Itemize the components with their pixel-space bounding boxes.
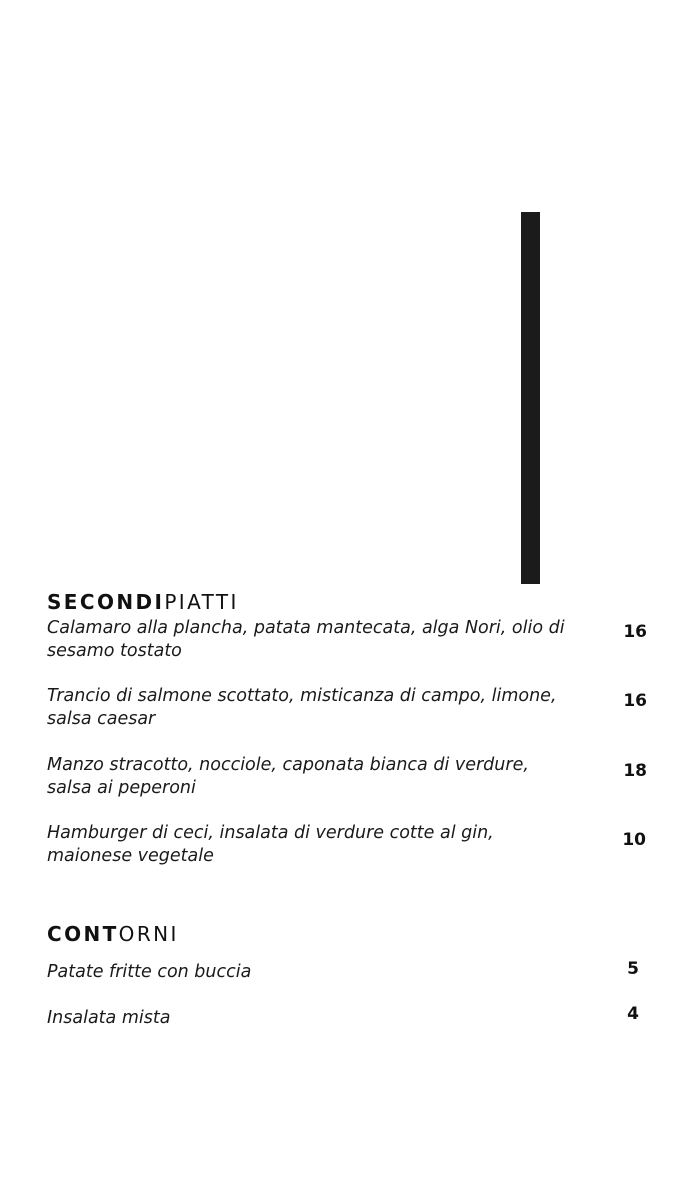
- menu-item-price: 16: [623, 691, 647, 711]
- menu-item-description: Calamaro alla plancha, patata mantecata, alga Nori, olio di sesamo tostato: [47, 618, 565, 661]
- menu-item-description: Patate fritte con buccia: [47, 962, 252, 982]
- decorative-vertical-bar: [521, 212, 540, 584]
- section-title-contorni: [47, 922, 179, 946]
- menu-item-description: Insalata mista: [47, 1008, 171, 1028]
- section-title-bold: SECONDI: [47, 590, 165, 614]
- menu-item-description: Hamburger di ceci, insalata di verdure cotte al gin, maionese vegetale: [47, 823, 494, 866]
- section-title-light: PIATTI: [164, 590, 239, 614]
- menu-item-price: 5: [627, 959, 639, 979]
- menu-item-price: 18: [623, 761, 647, 781]
- section-title-light: ORNI: [118, 922, 179, 946]
- section-title-secondi-piatti: [47, 590, 239, 614]
- menu-item-price: 4: [627, 1004, 639, 1024]
- section-title-bold: CONT: [47, 922, 119, 946]
- menu-item-price: 10: [622, 830, 646, 850]
- menu-item-description: Trancio di salmone scottato, misticanza di campo, limone, salsa caesar: [47, 686, 557, 729]
- menu-item-price: 16: [623, 622, 647, 642]
- menu-item-description: Manzo stracotto, nocciole, caponata bianca di verdure, salsa ai peperoni: [47, 755, 529, 798]
